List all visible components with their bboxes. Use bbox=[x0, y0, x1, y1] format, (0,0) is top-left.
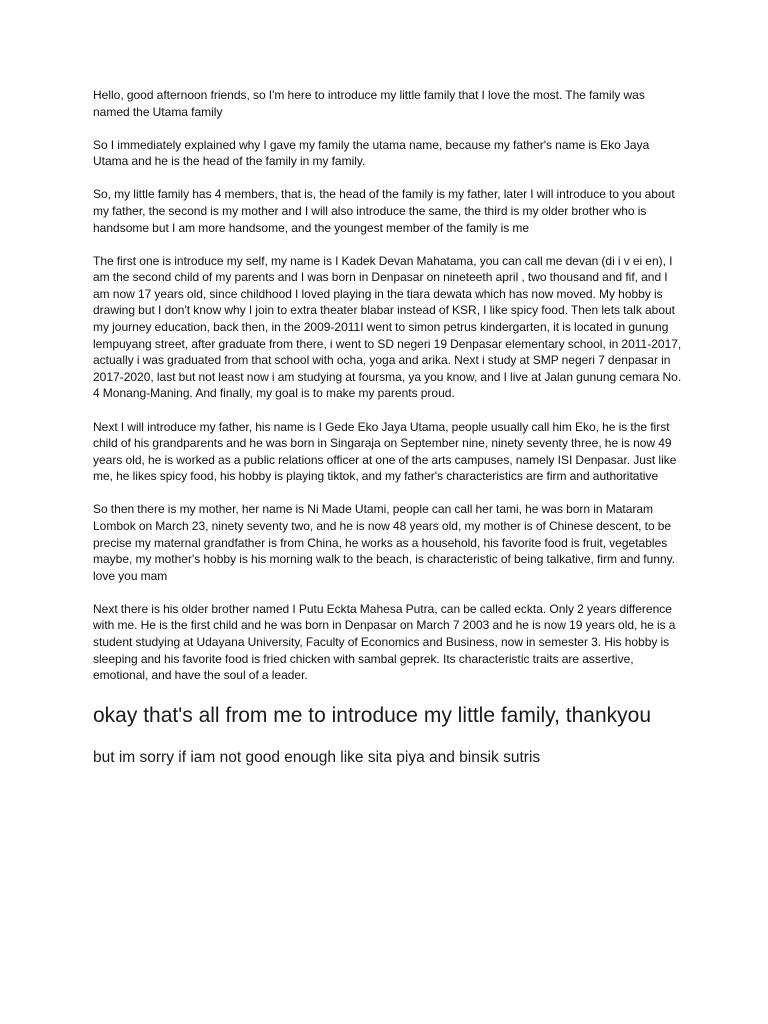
paragraph-members: So, my little family has 4 members, that is, the head of the family is my father, later I will introduce to you about my father, the second is my mother and I will also introduce the same, the third is my older brother who is handsome but I am more handsome, and the youngest member of the family is me bbox=[93, 187, 675, 235]
paragraph-brother: Next there is his older brother named I Putu Eckta Mahesa Putra, can be called eckta. Only 2 years difference with me. He is the first child and he was born in Denpasar on March 7 2003 and he is now 19 years old, he is a student studying at Udayana University, Faculty of Economics and Business, now in semester 3. His hobby is sleeping and his favorite food is fried chicken with sambal geprek. Its characteristic traits are assertive, emotional, and have the soul of a leader. bbox=[93, 601, 676, 683]
closing-heading: okay that's all from me to introduce my little family, thankyou bbox=[93, 704, 652, 728]
paragraph-greeting: Hello, good afternoon friends, so I'm here to introduce my little family that I love the most. The family was named the Utama family bbox=[93, 88, 645, 119]
paragraph-self: The first one is introduce my self, my name is I Kadek Devan Mahatama, you can call me devan (di i v ei en), I am the second child of my parents and I was born in Denpasar on nineteeth april , two thousand and fif, and I am now 17 years old, since childhood I loved playing in the tiara dewata which has now moved. My hobby is drawing but I don't know why I join to extra theater blabar instead of KSR, I like spicy food. Then lets talk about my journey education, back then, in the 2009-2011I went to simon petrus kindergarten, it is located in gunung lempuyang street, after graduate from there, i went to SD negeri 19 Denpasar elementary school, in 2011-2017, actually i was graduated from that school with ocha, yoga and arika. Next i study at SMP negeri 7 denpasar in 2017-2020, last but not least now i am studying at foursma, ya you know, and I live at Jalan gunung cemara No. 4 Monang-Maning. And finally, my goal is to make my parents proud. bbox=[93, 253, 682, 401]
document-body bbox=[93, 87, 683, 769]
paragraph-father: Next I will introduce my father, his name is I Gede Eko Jaya Utama, people usually call him Eko, he is the first child of his grandparents and he was born in Singaraja on September nine, ninety seventy three, he is now 49 years old, he is worked as a public relations officer at one of the arts campuses, namely ISI Denpasar. Just like me, he likes spicy food, his hobby is playing tiktok, and my father's characteristics are firm and authoritative bbox=[93, 419, 677, 484]
closing-apology: but im sorry if iam not good enough like sita piya and binsik sutris bbox=[93, 749, 541, 767]
paragraph-mother: So then there is my mother, her name is Ni Made Utami, people can call her tami, he was born in Mataram Lombok on March 23, ninety seventy two, and he is now 48 years old, my mother is of Chinese descent, to be precise my maternal grandfather is from China, he works as a household, his favorite food is fruit, vegetables maybe, my mother's hobby is his morning walk to the beach, is characteristic of being talkative, firm and funny. love you mam bbox=[93, 502, 676, 583]
paragraph-family-name: So I immediately explained why I gave my family the utama name, because my father's name is Eko Jaya Utama and he is the head of the family in my family. bbox=[93, 137, 650, 169]
